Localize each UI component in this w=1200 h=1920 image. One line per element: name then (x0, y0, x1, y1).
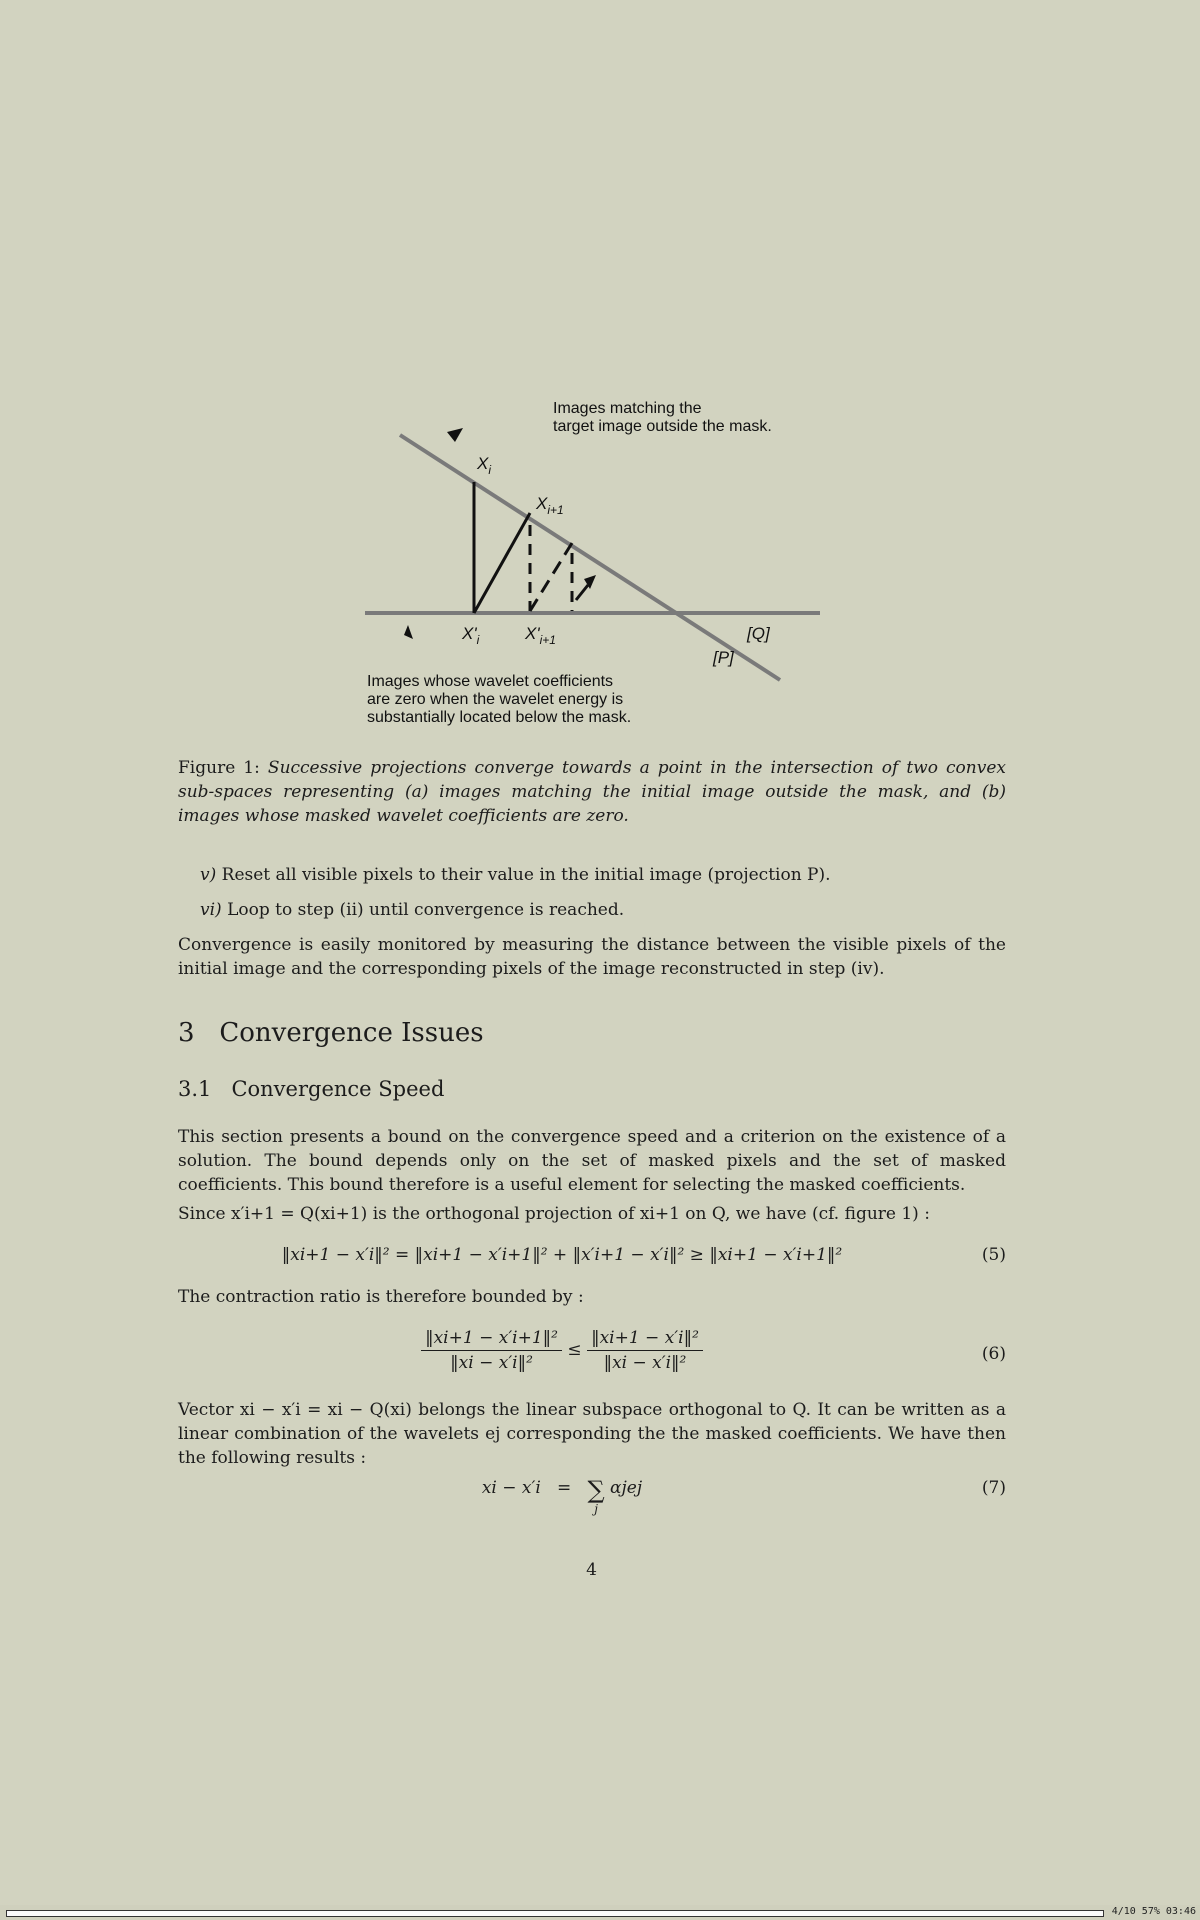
step-list (200, 863, 1000, 933)
figure-caption (178, 756, 1006, 828)
projection-line-4 (530, 543, 572, 611)
caption-text: Successive projections converge towards a point in the intersection of two convex sub-spaces representing (a) images matching the initial image outside the mask, and (b) images whose masked wavelet coefficients are zero. (178, 758, 1006, 826)
status-text: 4/10 57% 03:46 (1111, 1906, 1196, 1917)
status-bar (0, 1905, 1200, 1920)
equation-7-number: (7) (981, 1478, 1006, 1498)
figure-1 (360, 395, 830, 735)
paragraph-contraction: The contraction ratio is therefore bounded by : (178, 1287, 584, 1307)
arrow-p-icon (447, 428, 463, 442)
arrow-q-icon (404, 625, 413, 639)
line-p (400, 435, 780, 680)
equation-6-number: (6) (981, 1344, 1006, 1364)
label-x-i: $X_i$ (477, 454, 492, 477)
subsection-heading: 3.1 Convergence Speed (178, 1077, 445, 1101)
equation-5-number: (5) (981, 1245, 1006, 1265)
progress-bar (6, 1910, 1104, 1917)
figure-bottom-label-3: substantially located below the mask. (367, 709, 632, 726)
sum-symbol: ∑ j (587, 1476, 605, 1516)
equation-7-rhs: αjej (610, 1478, 643, 1498)
caption-label: Figure 1: (178, 758, 260, 778)
page-number: 4 (586, 1560, 597, 1580)
fraction-lhs: $\frac{\text{‖xi+1 − x′i+1‖²}}{\text{‖xi − x′i‖²}}$ (421, 1328, 562, 1373)
projection-line-2 (474, 513, 530, 613)
label-q: [Q] (747, 624, 770, 643)
list-item: vi) Loop to step (ii) until convergence is reached. (200, 900, 625, 920)
figure-top-label-1: Images matching the (553, 400, 702, 417)
label-p: [P] (713, 648, 734, 667)
paragraph-bound: This section presents a bound on the convergence speed and a criterion on the existence of a solution. The bound depends only on the set of masked pixels and the set of masked coefficients. This bound therefore is a useful element for selecting the masked coefficients. (178, 1127, 1006, 1195)
paragraph-convergence: Convergence is easily monitored by measuring the distance between the visible pixels of the initial image and the corresponding pixels of the image reconstructed in step (iv). (178, 935, 1006, 979)
section-heading: 3 Convergence Issues (178, 1018, 484, 1048)
figure-top-label-2: target image outside the mask. (553, 418, 772, 435)
equation-7: xi − x′i = ∑ j αjej (7) (481, 1476, 1006, 1516)
projection-diagram (360, 395, 830, 735)
equation-5-body: ‖xi+1 − x′i‖² = ‖xi+1 − x′i+1‖² + ‖x′i+1 − x′i‖² ≥ ‖xi+1 − x′i+1‖² (281, 1245, 843, 1265)
paragraph-since: Since x′i+1 = Q(xi+1) is the orthogonal projection of xi+1 on Q, we have (cf. figure 1) : (178, 1204, 930, 1224)
convergence-arrow (576, 585, 588, 600)
figure-bottom-label-2: are zero when the wavelet energy is (367, 691, 624, 708)
paragraph-vector: Vector xi − x′i = xi − Q(xi) belongs the linear subspace orthogonal to Q. It can be written as a linear combination of the wavelets ej corresponding the the masked coefficients. We have then the following results : (178, 1400, 1006, 1468)
equation-7-lhs: xi − x′i (481, 1478, 541, 1498)
equation-6 (178, 1322, 1006, 1392)
list-item: v) Reset all visible pixels to their value in the initial image (projection P). (200, 865, 831, 885)
label-x-i1: $X_{i+1}$ (536, 494, 564, 517)
label-xp-i1: $X'_{i+1}$ (525, 624, 556, 647)
relation-symbol: ≤ (567, 1340, 582, 1360)
figure-bottom-label-1: Images whose wavelet coefficients (367, 673, 614, 690)
label-xp-i: $X'_i$ (462, 624, 480, 647)
equation-5 (178, 1245, 1006, 1275)
fraction-rhs: $\frac{\text{‖xi+1 − x′i‖²}}{\text{‖xi − x′i‖²}}$ (587, 1328, 703, 1373)
